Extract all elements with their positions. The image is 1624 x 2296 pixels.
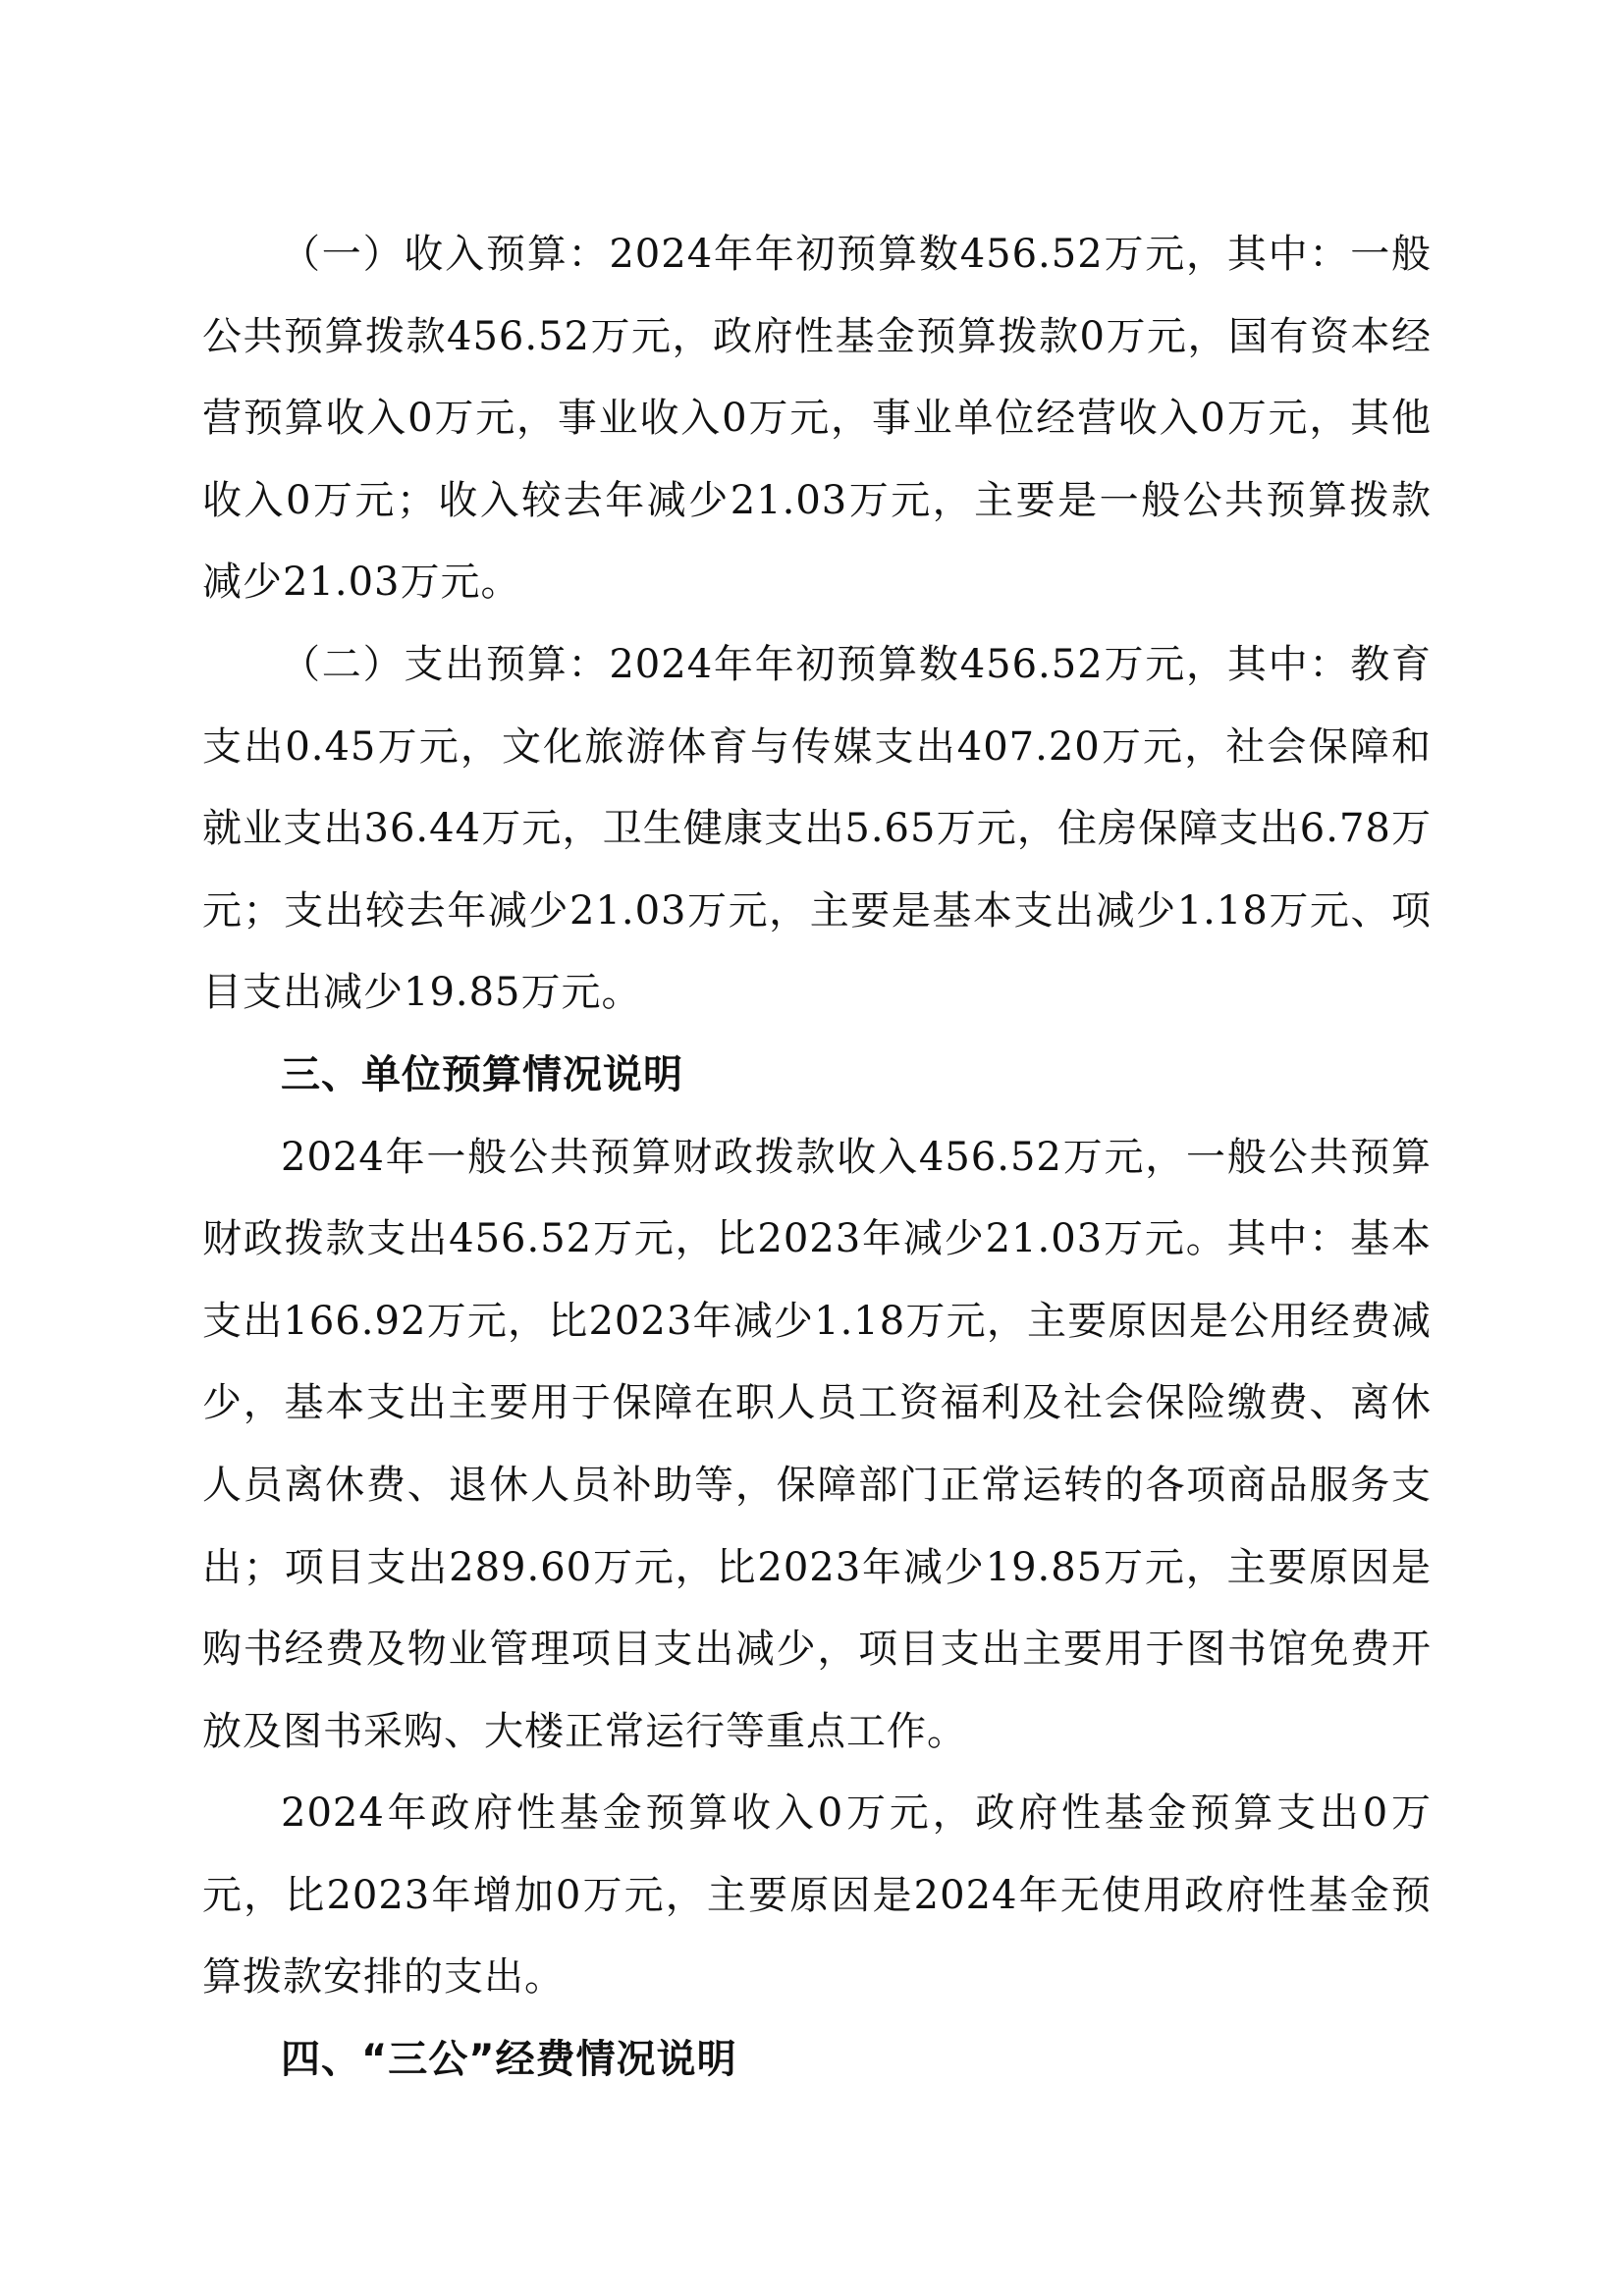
section-4-heading: 四、“三公”经费情况说明 bbox=[281, 2037, 737, 2083]
document-page bbox=[202, 214, 1432, 2102]
government-fund-paragraph: 2024年政府性基金预算收入0万元，政府性基金预算支出0万元，比2023年增加0万元，主要原因是2024年无使用政府性基金预算拨款安排的支出。 bbox=[202, 1790, 1432, 2001]
income-budget-paragraph: （一）收入预算：2024年年初预算数456.52万元，其中：一般公共预算拨款456.52万元，政府性基金预算拨款0万元，国有资本经营预算收入0万元，事业收入0万元，事业单位经营收入0万元，其他收入0万元；收入较去年减少21.03万元，主要是一般公共预算拨款减少21.03万元。 bbox=[202, 232, 1432, 606]
expenditure-budget-paragraph: （二）支出预算：2024年年初预算数456.52万元，其中：教育支出0.45万元，文化旅游体育与传媒支出407.20万元，社会保障和就业支出36.44万元，卫生健康支出5.65万元，住房保障支出6.78万元；支出较去年减少21.03万元，主要是基本支出减少1.18万元、项目支出减少19.85万元。 bbox=[202, 641, 1432, 1016]
section-3-heading: 三、单位预算情况说明 bbox=[281, 1051, 683, 1097]
general-budget-paragraph: 2024年一般公共预算财政拨款收入456.52万元，一般公共预算财政拨款支出456.52万元，比2023年减少21.03万元。其中：基本支出166.92万元，比2023年减少1.18万元，主要原因是公用经费减少，基本支出主要用于保障在职人员工资福利及社会保险缴费、离休人员离休费、退休人员补助等，保障部门正常运转的各项商品服务支出；项目支出289.60万元，比2023年减少19.85万元，主要原因是购书经费及物业管理项目支出减少，项目支出主要用于图书馆免费开放及图书采购、大楼正常运行等重点工作。 bbox=[202, 1134, 1432, 1754]
